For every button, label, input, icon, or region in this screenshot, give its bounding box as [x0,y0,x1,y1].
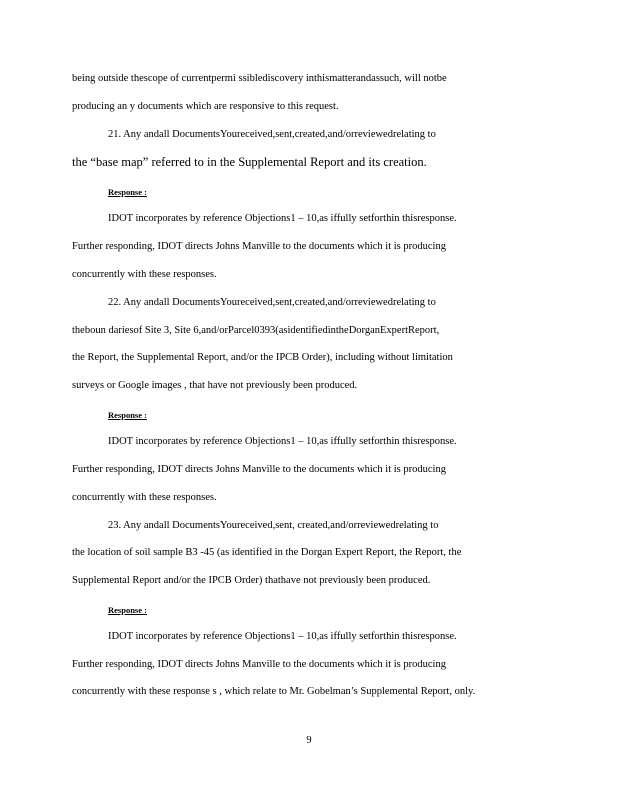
request-22-heading: 22. Any andall DocumentsYoureceived,sent,created,and/orreviewedrelating to [108,297,436,308]
response-22-line-3: concurrently with these responses. [72,492,217,503]
response-label-23: Response : [108,605,147,615]
request-22-line-2: the Report, the Supplemental Report, and/or the IPCB Order), including without limitation [72,352,453,363]
response-label-22: Response : [108,410,147,420]
response-22-line-1: IDOT incorporates by reference Objections1 – 10,as iffully setforthin thisresponse. [108,436,457,447]
response-22-line-2: Further responding, IDOT directs Johns Manville to the documents which it is producing [72,464,446,475]
response-21-line-1: IDOT incorporates by reference Objections1 – 10,as iffully setforthin thisresponse. [108,213,457,224]
text-line-1: being outside thescope of currentpermi ssiblediscovery inthismatterandassuch, will notbe [72,73,447,84]
request-23-line-1: the location of soil sample B3 -45 (as identified in the Dorgan Expert Report, the Report, the [72,547,462,558]
request-22-line-3: surveys or Google images , that have not previously been produced. [72,380,358,391]
request-22-line-1: theboun dariesof Site 3, Site 6,and/orParcel0393(asidentifiedintheDorganExpertReport, [72,325,440,336]
response-23-line-2: Further responding, IDOT directs Johns Manville to the documents which it is producing [72,659,446,670]
response-21-line-3: concurrently with these responses. [72,269,217,280]
response-label-21: Response : [108,187,147,197]
request-23-line-2: Supplemental Report and/or the IPCB Order) thathave not previously been produced. [72,575,431,586]
text-line-2: producing an y documents which are responsive to this request. [72,101,339,112]
page-number: 9 [306,735,312,746]
response-23-line-3: concurrently with these response s , which relate to Mr. Gobelman’s Supplemental Report, only. [72,686,476,697]
request-23-heading: 23. Any andall DocumentsYoureceived,sent, created,and/orreviewedrelating to [108,520,439,531]
request-21-heading: 21. Any andall DocumentsYoureceived,sent,created,and/orreviewedrelating to [108,129,436,140]
response-23-line-1: IDOT incorporates by reference Objections1 – 10,as iffully setforthin thisresponse. [108,631,457,642]
response-21-line-2: Further responding, IDOT directs Johns Manville to the documents which it is producing [72,241,446,252]
request-21-text: the “base map” referred to in the Supplemental Report and its creation. [72,155,427,169]
